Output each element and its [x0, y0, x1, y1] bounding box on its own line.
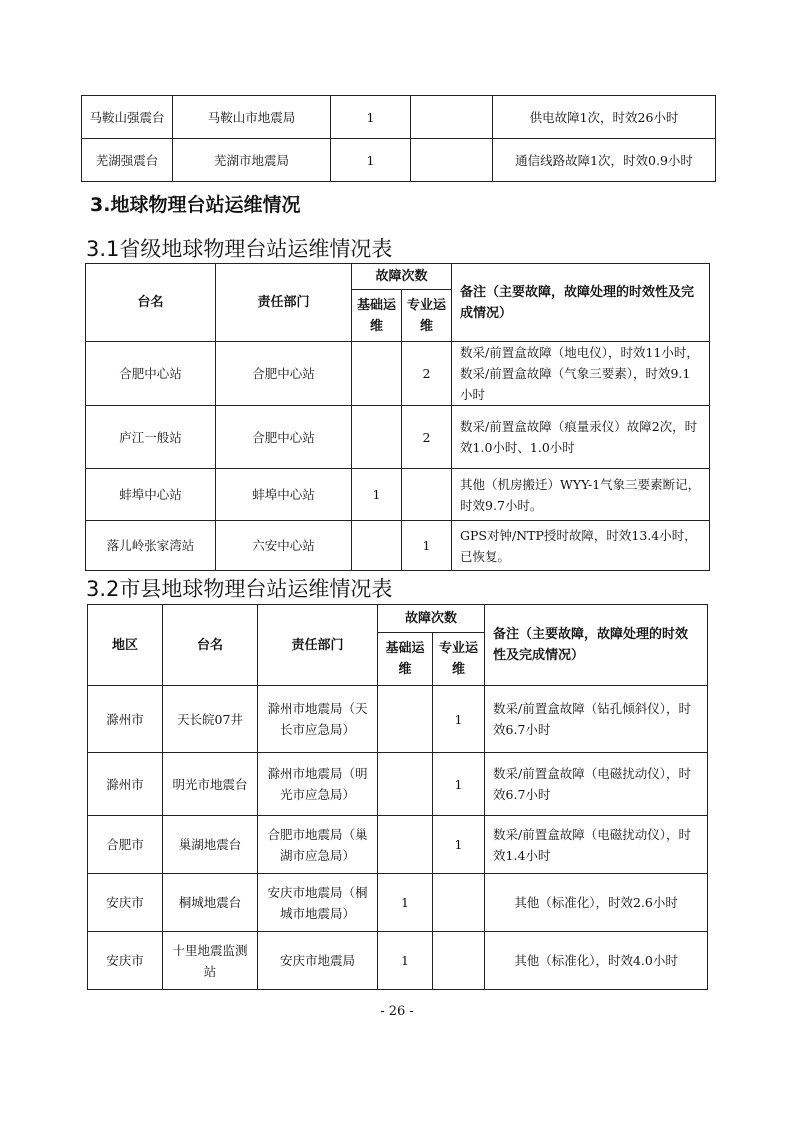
- basic-count-cell: 1: [331, 96, 411, 139]
- basic-count-cell: [378, 753, 433, 816]
- fault-count-header: 故障次数: [352, 264, 452, 290]
- table-row: [82, 139, 716, 182]
- pro-count-cell: [402, 469, 452, 521]
- table-row: [88, 686, 708, 753]
- table-row: [86, 342, 710, 406]
- dept-cell: 安庆市地震局（桐城市地震局）: [258, 874, 378, 932]
- pro-count-cell: 1: [402, 521, 452, 571]
- pro-count-cell: [411, 96, 493, 139]
- pro-count-cell: 1: [433, 816, 485, 874]
- basic-count-cell: 1: [331, 139, 411, 182]
- station-cell: 合肥中心站: [86, 342, 216, 406]
- basic-count-cell: [352, 406, 402, 469]
- table-row: [82, 96, 716, 139]
- page-number: - 26 -: [380, 1004, 414, 1019]
- provincial-station-table: [85, 263, 710, 571]
- station-cell: 马鞍山强震台: [82, 96, 173, 139]
- table-row: [86, 469, 710, 521]
- dept-cell: 滁州市地震局（明光市应急局）: [258, 753, 378, 816]
- basic-count-cell: 1: [352, 469, 402, 521]
- remark-cell: 数采/前置盒故障（电磁扰动仪），时效6.7小时: [485, 753, 708, 816]
- station-cell: 十里地震监测站: [163, 932, 258, 990]
- dept-cell: 合肥市地震局（巢湖市应急局）: [258, 816, 378, 874]
- header-row: [88, 605, 708, 633]
- dept-header: 责任部门: [258, 605, 378, 686]
- remark-cell: 其他（机房搬迁）WYY-1气象三要素断记，时效9.7小时。: [452, 469, 710, 521]
- dept-cell: 芜湖市地震局: [173, 139, 331, 182]
- dept-cell: 滁州市地震局（天长市应急局）: [258, 686, 378, 753]
- basic-count-cell: [378, 686, 433, 753]
- station-cell: 天长皖07井: [163, 686, 258, 753]
- pro-count-cell: 2: [402, 406, 452, 469]
- pro-header: 专业运维: [433, 633, 485, 686]
- station-header: 台名: [86, 264, 216, 342]
- remark-cell: 数采/前置盒故障（痕量汞仪）故障2次，时效1.0小时、1.0小时: [452, 406, 710, 469]
- dept-header: 责任部门: [216, 264, 352, 342]
- remark-cell: 供电故障1次，时效26小时: [493, 96, 716, 139]
- station-cell: 巢湖地震台: [163, 816, 258, 874]
- remark-cell: 数采/前置盒故障（地电仪），时效11小时，数采/前置盒故障（气象三要素），时效9.1小时: [452, 342, 710, 406]
- pro-count-cell: 1: [433, 753, 485, 816]
- basic-count-cell: [378, 816, 433, 874]
- city-station-table: [87, 604, 708, 990]
- section-3-heading: 3.地球物理台站运维情况: [90, 194, 301, 216]
- station-cell: 明光市地震台: [163, 753, 258, 816]
- station-cell: 芜湖强震台: [82, 139, 173, 182]
- dept-cell: 合肥中心站: [216, 406, 352, 469]
- remark-cell: 数采/前置盒故障（钻孔倾斜仪），时效6.7小时: [485, 686, 708, 753]
- pro-count-cell: [433, 932, 485, 990]
- basic-header: 基础运维: [352, 290, 402, 342]
- remark-cell: 其他（标准化），时效4.0小时: [485, 932, 708, 990]
- region-cell: 滁州市: [88, 753, 163, 816]
- station-cell: 庐江一般站: [86, 406, 216, 469]
- station-cell: 蚌埠中心站: [86, 469, 216, 521]
- remark-header: 备注（主要故障，故障处理的时效性及完成情况）: [485, 605, 708, 686]
- section-3-1-heading: 3.1省级地球物理台站运维情况表: [86, 237, 393, 261]
- fault-count-header: 故障次数: [378, 605, 485, 633]
- table-row: [88, 816, 708, 874]
- table-row: [86, 406, 710, 469]
- pro-header: 专业运维: [402, 290, 452, 342]
- dept-cell: 蚌埠中心站: [216, 469, 352, 521]
- dept-cell: 马鞍山市地震局: [173, 96, 331, 139]
- table-row: [88, 932, 708, 990]
- basic-count-cell: [352, 342, 402, 406]
- strong-motion-table: [81, 95, 716, 182]
- basic-count-cell: 1: [378, 932, 433, 990]
- basic-count-cell: 1: [378, 874, 433, 932]
- table-row: [88, 753, 708, 816]
- remark-cell: 其他（标准化），时效2.6小时: [485, 874, 708, 932]
- dept-cell: 六安中心站: [216, 521, 352, 571]
- section-3-2-heading: 3.2市县地球物理台站运维情况表: [86, 577, 393, 601]
- pro-count-cell: [433, 874, 485, 932]
- basic-header: 基础运维: [378, 633, 433, 686]
- region-cell: 滁州市: [88, 686, 163, 753]
- dept-cell: 安庆市地震局: [258, 932, 378, 990]
- remark-cell: GPS对钟/NTP授时故障，时效13.4小时，已恢复。: [452, 521, 710, 571]
- pro-count-cell: 1: [433, 686, 485, 753]
- remark-cell: 数采/前置盒故障（电磁扰动仪），时效1.4小时: [485, 816, 708, 874]
- station-header: 台名: [163, 605, 258, 686]
- dept-cell: 合肥中心站: [216, 342, 352, 406]
- remark-header: 备注（主要故障，故障处理的时效性及完成情况）: [452, 264, 710, 342]
- region-header: 地区: [88, 605, 163, 686]
- region-cell: 安庆市: [88, 932, 163, 990]
- pro-count-cell: 2: [402, 342, 452, 406]
- header-row: [86, 264, 710, 290]
- station-cell: 桐城地震台: [163, 874, 258, 932]
- basic-count-cell: [352, 521, 402, 571]
- region-cell: 安庆市: [88, 874, 163, 932]
- table-row: [86, 521, 710, 571]
- pro-count-cell: [411, 139, 493, 182]
- remark-cell: 通信线路故障1次，时效0.9小时: [493, 139, 716, 182]
- region-cell: 合肥市: [88, 816, 163, 874]
- table-row: [88, 874, 708, 932]
- station-cell: 落儿岭张家湾站: [86, 521, 216, 571]
